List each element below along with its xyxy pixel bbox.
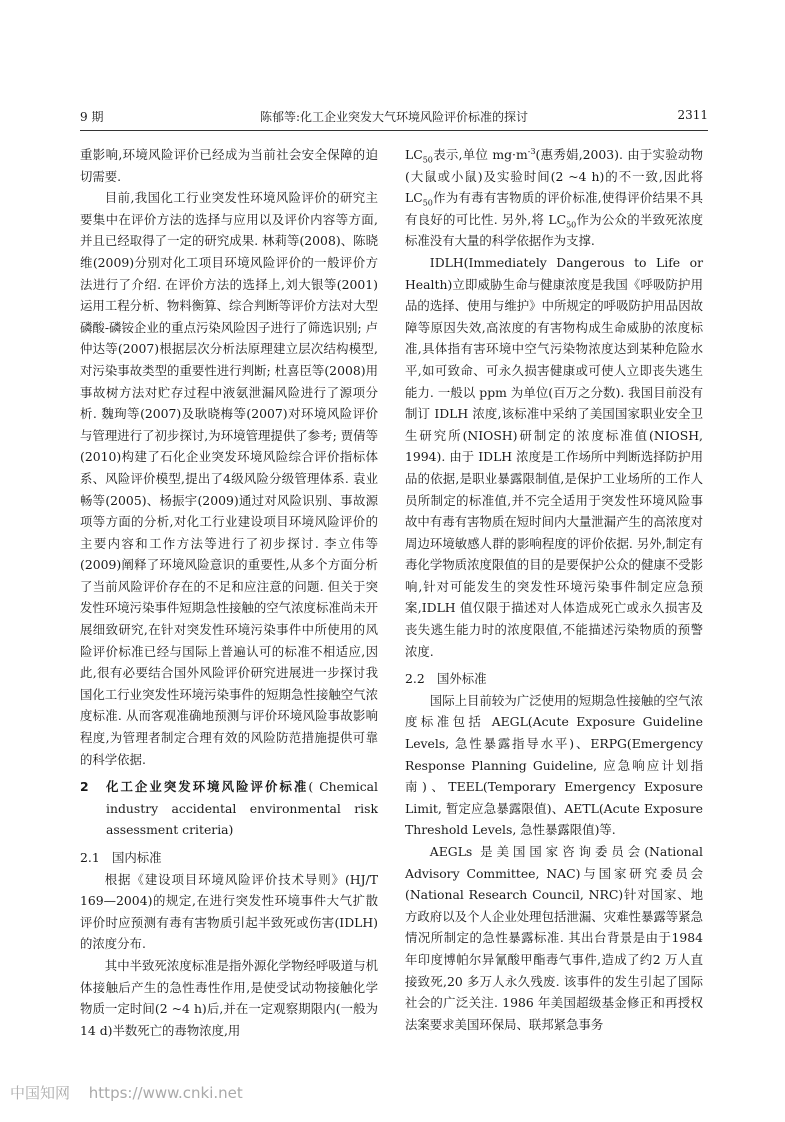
subsection-heading-2-2 [405, 668, 703, 690]
section-number: 2 [80, 779, 89, 795]
page-number: 2311 [677, 108, 708, 122]
watermark-footer [10, 1082, 243, 1106]
subsection-number: 2.2 [405, 671, 425, 687]
paragraph: 目前,我国化工行业突发性环境风险评价的研究主要集中在评价方法的选择与应用以及评价内容等方面,并且已经取得了一定的研究成果. 林莉等(2008)、陈晓维(2009)分别对化工项目环境风险评价的一般评价方法进行了介绍. 在评价方法的选择上,刘大银等(2001)运用工程分析、物料衡算、综合判断等评价方法对大型磷酸-磷铵企业的重点污染风险因子进行了筛选识别; 卢仲达等(2007)根据层次分析法原理建立层次结构模型,对污染事故类型的重要性进行判断; 杜喜臣等(2008)用事故树方法对贮存过程中液氨泄漏风险进行了源项分析. 魏珣等(2007)及耿晓梅等(2007)对环境风险评价与管理进行了初步探讨,为环境管理提供了参考; 贾倩等(2010)构建了石化企业突发环境风险综合评价指标体系、风险评价模型,提出了4级风险分级管理体系. 袁业畅等(2005)、杨振宇(2009)通过对风险识别、事故源项等方面的分析,对化工行业建设项目环境风险评价的主要内容和工作方法等进行了初步探讨. 李立伟等(2009)阐释了环境风险意识的重要性,从多个方面分析了当前风险评价存在的不足和应注意的问题. 但关于突发性环境污染事件短期急性接触的空气浓度标准尚未开展细致研究,在针对突发性环境污染事件中所使用的风险评价标准已经与国际上普遍认可的标准不相适应,因此,很有必要结合国外风险评价研究进展进一步探讨我国化工行业突发性环境污染事件的短期急性接触空气浓度标准. 从而客观准确地预测与评价环境风险事故影响程度,为管理者制定合理有效的风险防范措施提供可靠的科学依据. [80, 190, 378, 767]
paragraph: 根据《建设项目环境风险评价技术导则》(HJ/T 169—2004)的规定,在进行突发性环境事件大气扩散评价时应预测有毒有害物质引起半致死或伤害(IDLH)的浓度分布. [80, 871, 378, 952]
subscript: 50 [422, 155, 433, 165]
subscript: 50 [422, 198, 433, 208]
paragraph: 其中半致死浓度标准是指外源化学物经呼吸道与机体接触后产生的急性毒性作用,是使受试动物接触化学物质一定时间(2 ~4 h)后,并在一定观察期限内(一般为14 d)半数死亡的毒物浓度,用 [80, 957, 378, 1038]
subsection-heading-2-1 [80, 847, 378, 869]
text-run: 作为有毒有害物质的评价标准,使得评价结果不具有良好的可比性. 另外,将 LC [405, 190, 703, 227]
subsection-title: 国内标准 [112, 850, 162, 865]
paragraph: IDLH(Immediately Dangerous to Life or Health)立即威胁生命与健康浓度是我国《呼吸防护用品的选择、使用与维护》中所规定的呼吸防护用品因故障等原因失效,高浓度的有害物构成生命威胁的浓度标准,具体指有害环境中空气污染物浓度达到某种危险水平,如可致命、可永久损害健康或可使人立即丧失逃生能力. 一般以 ppm 为单位(百万之分数). 我国目前没有制订 IDLH 浓度,该标准中采纳了美国国家职业安全卫生研究所(NIOSH)研制定的浓度标准值(NIOSH, 1994). 由于 IDLH 浓度是工作场所中判断选择防护用品的依据,是职业暴露限制值,是保护工业场所的工作人员所制定的标准值,并不完全适用于突发性环境风险事故中有毒有害物质在短时间内大量泄漏产生的高浓度对周边环境敏感人群的影响程度的评价依据. 另外,制定有毒化学物质浓度限值的目的是要保护公众的健康不受影响,针对可能发生的突发性环境污染事件制定应急预案,IDLH 值仅限于描述对人体造成死亡或永久损害及丧失逃生能力时的浓度限值,不能描述污染物质的预警浓度. [405, 254, 703, 659]
issue-label: 9 期 [80, 110, 104, 124]
text-run: (惠秀娟,2003). 由于实验动物(大鼠或小鼠)及实验时间(2 ~4 h)的不一致,因此将 LC [405, 147, 703, 206]
cnki-brand: 中国知网 [10, 1084, 71, 1102]
right-column [405, 144, 703, 1035]
section-title [106, 776, 378, 841]
subsection-title: 国外标准 [437, 671, 487, 687]
subscript: 50 [566, 220, 577, 230]
paragraph: 国际上目前较为广泛使用的短期急性接触的空气浓度标准包括 AEGL(Acute Exposure Guideline Levels, 急性暴露指导水平)、ERPG(Emergency Response Planning Guideline, 应急响应计划指南)、TEEL(Temporary Emergency Exposure Limit, 暂定应急暴露限值)、AETL(Acute Exposure Threshold Levels, 急性暴露限值)等. [405, 692, 703, 838]
running-header [80, 108, 708, 130]
superscript: -3 [527, 146, 536, 156]
paragraph: AEGLs 是美国国家咨询委员会(National Advisory Committee, NAC)与国家研究委员会(National Research Council, NRC)针对国家、地方政府以及个人企业处理包括泄漏、灾难性暴露等紧急情况所制定的急性暴露标准. 其出台背景是由于1984 年印度博帕尔异氰酸甲酯毒气事件,造成了约2 万人直接致死,20 多万人永久残废. 该事件的发生引起了国际社会的广泛关注. 1986 年美国超级基金修正和再授权法案要求美国环保局、联邦紧急事务 [405, 844, 703, 1032]
subsection-number: 2.1 [80, 850, 100, 865]
left-column [80, 144, 378, 1041]
text-run: 表示,单位 mg·m [432, 147, 528, 162]
section-title-cn: 化工企业突发环境风险评价标准 [106, 779, 309, 795]
running-title: 陈郁等:化工企业突发大气环境风险评价标准的探讨 [259, 110, 529, 124]
section-heading-2 [80, 776, 378, 841]
cnki-url-link[interactable]: https://www.cnki.net [88, 1084, 243, 1102]
text-run: LC [405, 147, 423, 162]
text-run: 作为公众的半致死浓度标准没有大量的科学依据作为支撑. [405, 211, 703, 249]
section-title-en: ( Chemical industry accidental environmental risk assessment criteria) [106, 779, 378, 838]
paragraph: 重影响,环境风险评价已经成为当前社会安全保障的迫切需要. [80, 147, 378, 184]
paragraph-lc50 [405, 144, 703, 252]
header-rule [80, 130, 708, 131]
